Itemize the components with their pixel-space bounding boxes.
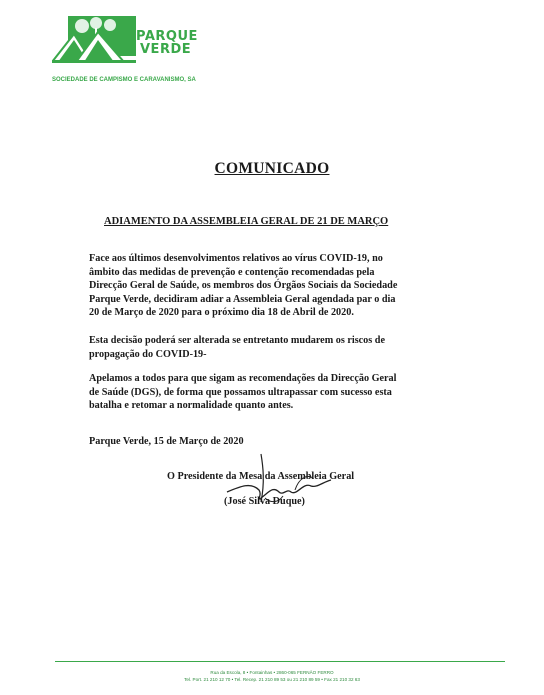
paragraph-line: 20 de Março de 2020 para o próximo dia 18 de Abril de 2020. [89,307,354,318]
signatory-title: O Presidente da Mesa da Assembleia Geral [167,471,355,482]
paragraph-change-notice [89,334,434,361]
paragraph-line: propagação do COVID-19- [89,348,207,360]
paragraph-line: Face aos últimos desenvolvimentos relativos ao vírus COVID-19, no [89,253,383,264]
paragraph-line: Direcção Geral de Saúde, os membros dos Órgãos Sociais da Sociedade [89,280,398,291]
company-logo [52,14,202,84]
logo-wordmark [136,30,198,56]
paragraph-line: Parque Verde, decidiram adiar a Assembleia Geral agendada par o dia [89,293,396,305]
footer-contacts: Tel. Port. 21 210 12 70 • Tel. Recep. 21 210 89 53 ou 21 210 89 59 • Fax 21 210 32 63 [184,677,360,682]
paragraph-line: Esta decisão poderá ser alterada se entretanto mudarem os riscos de [89,335,385,346]
footer-address: Rua da Escola, 8 • Fontainhas • 2860-065 FERNÃO FERRO [210,670,334,675]
paragraph-appeal [89,372,434,413]
paragraph-postponement [89,252,434,320]
document-title: COMUNICADO [214,160,330,177]
signatory-name: (José Silva Duque) [224,496,305,507]
document-subtitle: ADIAMENTO DA ASSEMBLEIA GERAL DE 21 DE MARÇO [104,216,389,227]
paragraph-line: de Saúde (DGS), de forma que possamos ultrapassar com sucesso esta [89,386,392,398]
parque-verde-emblem-icon [52,14,136,74]
paragraph-line: âmbito das medidas de prevenção e contenção recomendadas pela [89,266,375,278]
paragraph-line: batalha e retomar a normalidade quanto antes. [89,400,294,411]
paragraph-line: Apelamos a todos para que sigam as recomendações da Direcção Geral [89,373,397,384]
place-and-date: Parque Verde, 15 de Março de 2020 [89,436,244,447]
logo-name-line1: PARQUE [136,29,198,44]
logo-name-line2: VERDE [140,42,192,57]
footer-divider [55,661,505,662]
logo-tagline: SOCIEDADE DE CAMPISMO E CARAVANISMO, SA [52,77,196,83]
